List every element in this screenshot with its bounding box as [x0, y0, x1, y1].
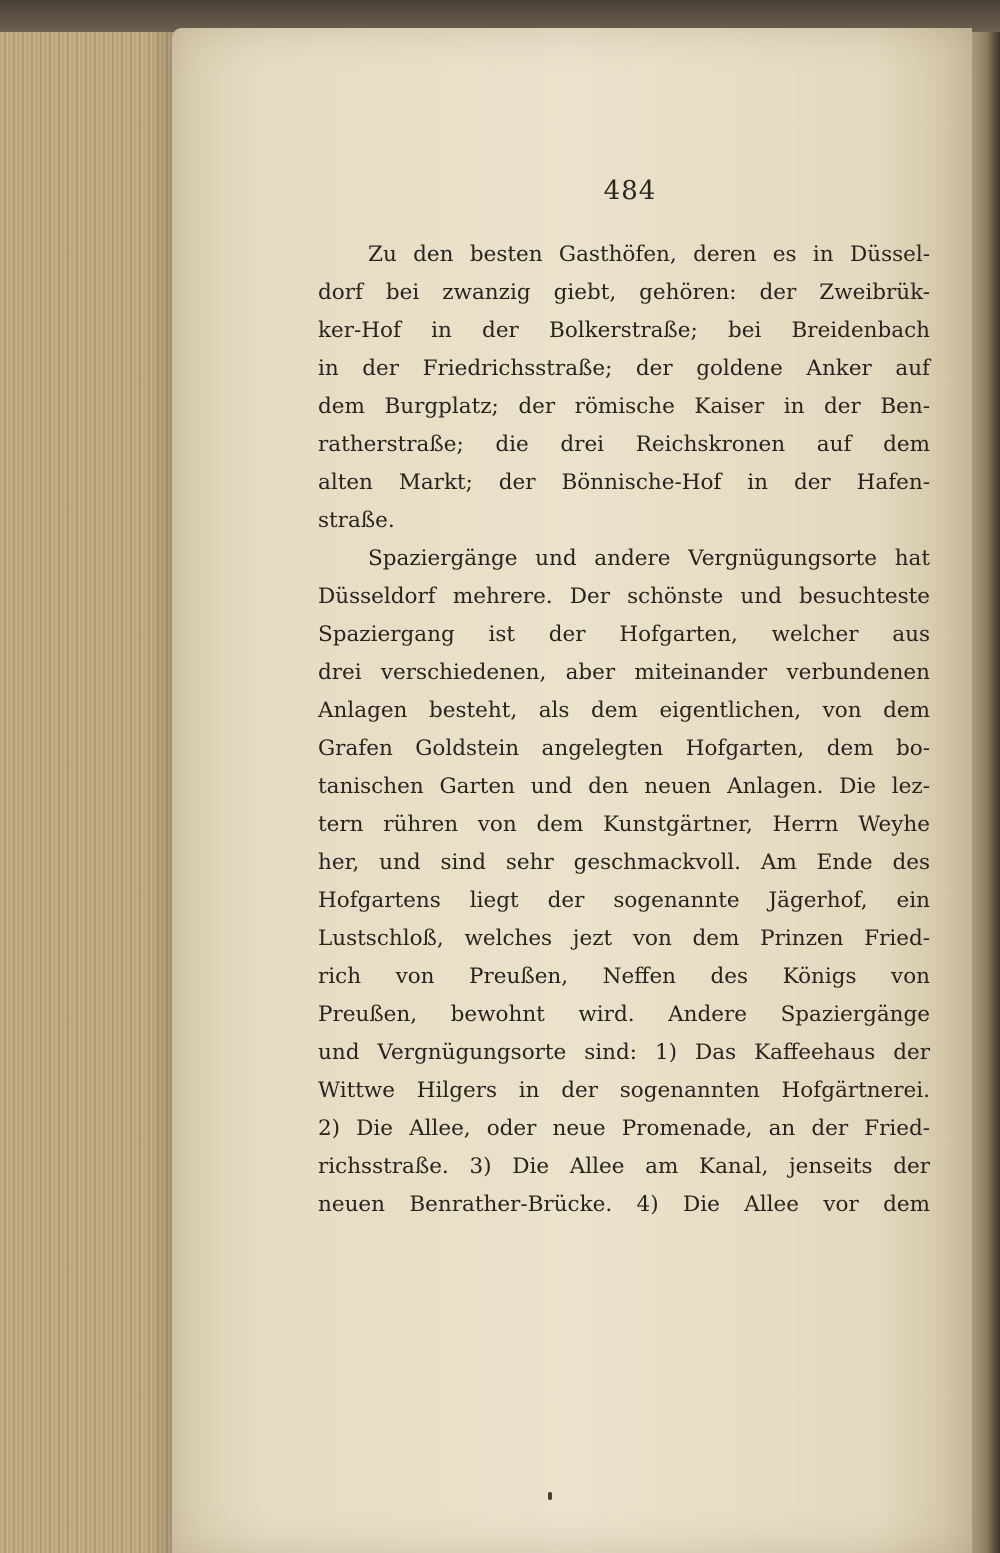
text-line: tanischen Garten und den neuen Anlagen. Die lez- — [318, 774, 930, 799]
text-line: rich von Preußen, Neffen des Königs von — [318, 964, 930, 989]
text-line: tern rühren von dem Kunstgärtner, Herrn Weyhe — [318, 812, 930, 837]
text-line: Anlagen besteht, als dem eigentlichen, von dem — [318, 698, 930, 723]
text-line: dorf bei zwanzig giebt, gehören: der Zweibrük- — [318, 280, 930, 305]
text-line: ker-Hof in der Bolkerstraße; bei Breidenbach — [318, 318, 930, 343]
text-line: drei verschiedenen, aber miteinander verbundenen — [318, 660, 930, 685]
text-line: her, und sind sehr geschmackvoll. Am Ende des — [318, 850, 930, 875]
text-line: und Vergnügungsorte sind: 1) Das Kaffeehaus der — [318, 1040, 930, 1065]
text-line: Hofgartens liegt der sogenannte Jägerhof, ein — [318, 888, 930, 913]
text-line: Grafen Goldstein angelegten Hofgarten, dem bo- — [318, 736, 930, 761]
book-page-edges — [0, 0, 175, 1553]
page-body-text — [318, 236, 930, 1224]
text-line: Spaziergänge und andere Vergnügungsorte hat — [368, 546, 930, 571]
text-line: alten Markt; der Bönnische-Hof in der Hafen- — [318, 470, 930, 495]
text-line: straße. — [318, 508, 395, 533]
text-line: in der Friedrichsstraße; der goldene Anker auf — [318, 356, 930, 381]
page-number: 484 — [603, 176, 657, 206]
text-line: Wittwe Hilgers in der sogenannten Hofgärtnerei. — [318, 1078, 930, 1103]
text-line: dem Burgplatz; der römische Kaiser in der Ben- — [318, 394, 930, 419]
text-line: Spaziergang ist der Hofgarten, welcher aus — [318, 622, 930, 647]
paragraph — [318, 540, 930, 1224]
ink-speck — [548, 1492, 552, 1500]
text-line: 2) Die Allee, oder neue Promenade, an der Fried- — [318, 1116, 930, 1141]
text-line: richsstraße. 3) Die Allee am Kanal, jenseits der — [318, 1154, 930, 1179]
text-line: Preußen, bewohnt wird. Andere Spaziergänge — [318, 1002, 930, 1027]
text-line: Zu den besten Gasthöfen, deren es in Düssel- — [368, 242, 930, 267]
text-line: Düsseldorf mehrere. Der schönste und besuchteste — [318, 584, 930, 609]
text-line: neuen Benrather-Brücke. 4) Die Allee vor dem — [318, 1192, 930, 1217]
text-line: Lustschloß, welches jezt von dem Prinzen Fried- — [318, 926, 930, 951]
paragraph — [318, 236, 930, 540]
text-line: ratherstraße; die drei Reichskronen auf dem — [318, 432, 930, 457]
